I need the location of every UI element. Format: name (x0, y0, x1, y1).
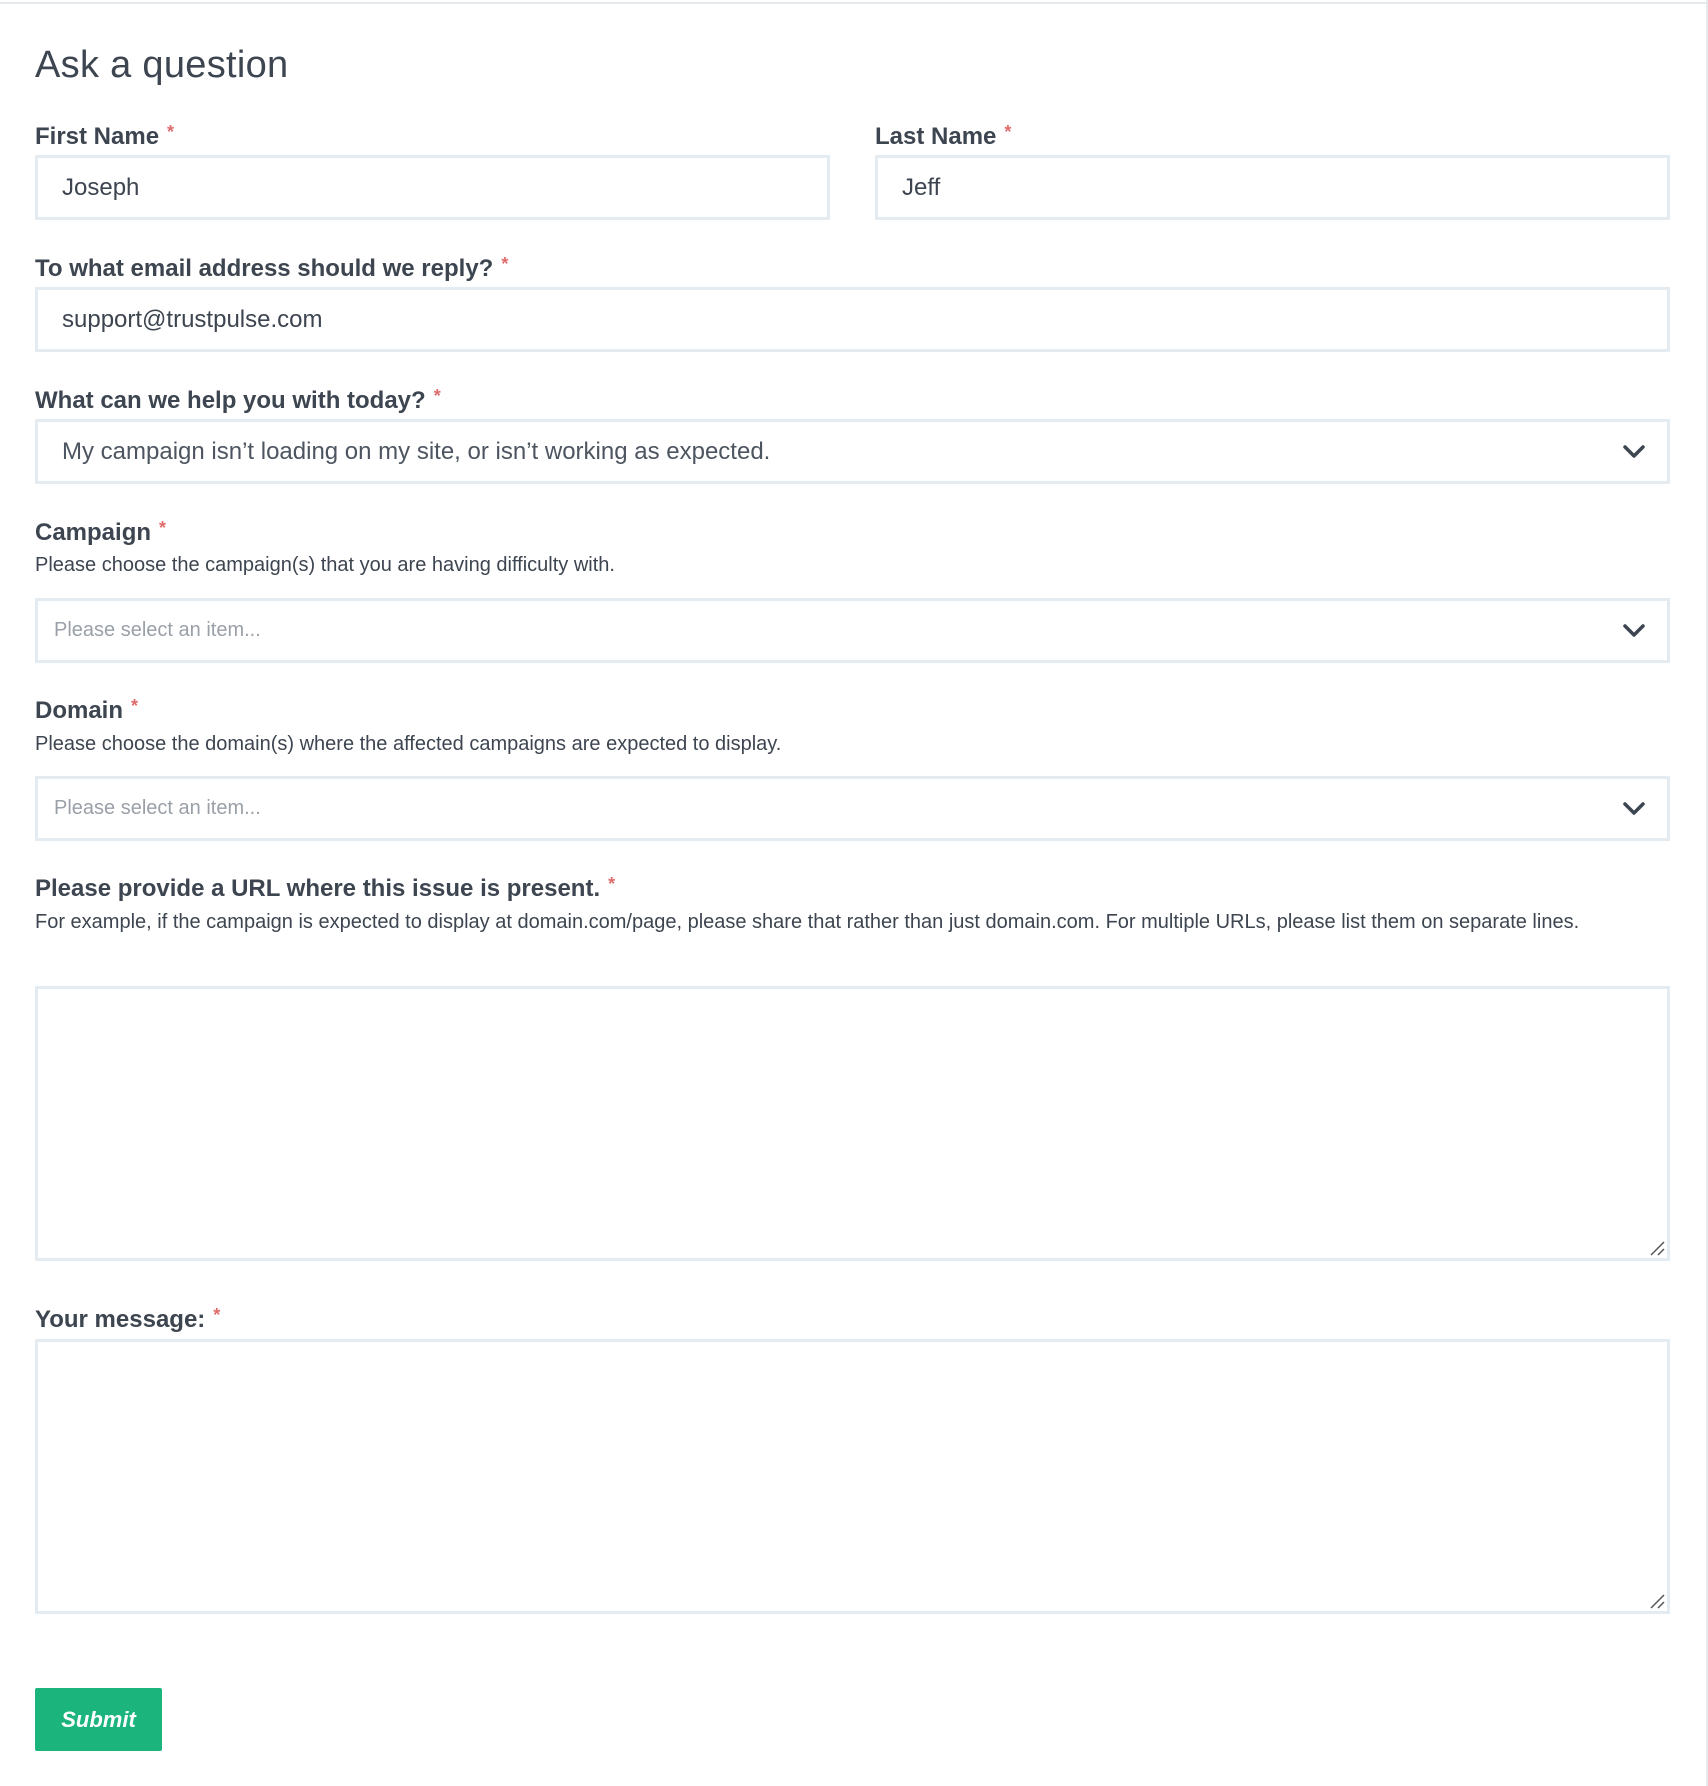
chevron-down-icon (1623, 802, 1645, 816)
required-marker: * (433, 386, 441, 406)
required-marker: * (131, 696, 139, 716)
resize-handle-icon[interactable] (1649, 1240, 1665, 1256)
help-topic-label-text: What can we help you with today? (35, 387, 426, 414)
last-name-label-text: Last Name (875, 123, 997, 150)
message-textarea[interactable] (35, 1339, 1670, 1614)
first-name-input[interactable]: Joseph (35, 155, 830, 220)
help-topic-select[interactable] (35, 419, 1670, 484)
required-marker: * (608, 874, 616, 894)
required-marker: * (1004, 122, 1012, 142)
campaign-select[interactable] (35, 598, 1670, 663)
submit-button[interactable]: Submit (35, 1688, 162, 1751)
first-name-label-text: First Name (35, 123, 160, 150)
help-topic-selected-value: My campaign isn’t loading on my site, or isn’t working as expected. (62, 438, 771, 465)
campaign-placeholder: Please select an item... (54, 619, 261, 641)
page-title: Ask a question (35, 44, 289, 86)
message-label-text: Your message: (35, 1306, 206, 1333)
message-label (35, 1305, 220, 1334)
chevron-down-icon (1623, 624, 1645, 638)
url-textarea[interactable] (35, 986, 1670, 1261)
required-marker: * (159, 518, 167, 538)
campaign-label (35, 518, 166, 547)
required-marker: * (213, 1305, 221, 1325)
campaign-description: Please choose the campaign(s) that you are having difficulty with. (35, 554, 615, 576)
domain-label (35, 696, 138, 725)
chevron-down-icon (1623, 445, 1645, 459)
last-name-label (875, 122, 1011, 151)
domain-label-text: Domain (35, 697, 124, 724)
domain-placeholder: Please select an item... (54, 797, 261, 819)
email-label (35, 254, 508, 283)
top-divider (0, 0, 1708, 4)
url-description: For example, if the campaign is expected to display at domain.com/page, please share that rather than just domain.com. For multiple URLs, please list them on separate lines. (35, 911, 1580, 933)
required-marker: * (167, 122, 175, 142)
url-label (35, 874, 615, 903)
campaign-label-text: Campaign (35, 519, 152, 546)
resize-handle-icon[interactable] (1649, 1593, 1665, 1609)
domain-select[interactable] (35, 776, 1670, 841)
required-marker: * (501, 254, 509, 274)
url-label-text: Please provide a URL where this issue is present. (35, 875, 601, 902)
domain-description: Please choose the domain(s) where the affected campaigns are expected to display. (35, 733, 782, 755)
last-name-input[interactable]: Jeff (875, 155, 1670, 220)
email-label-text: To what email address should we reply? (35, 255, 494, 282)
help-topic-label (35, 386, 441, 415)
email-field[interactable]: support@trustpulse.com (35, 287, 1670, 352)
first-name-label (35, 122, 174, 151)
